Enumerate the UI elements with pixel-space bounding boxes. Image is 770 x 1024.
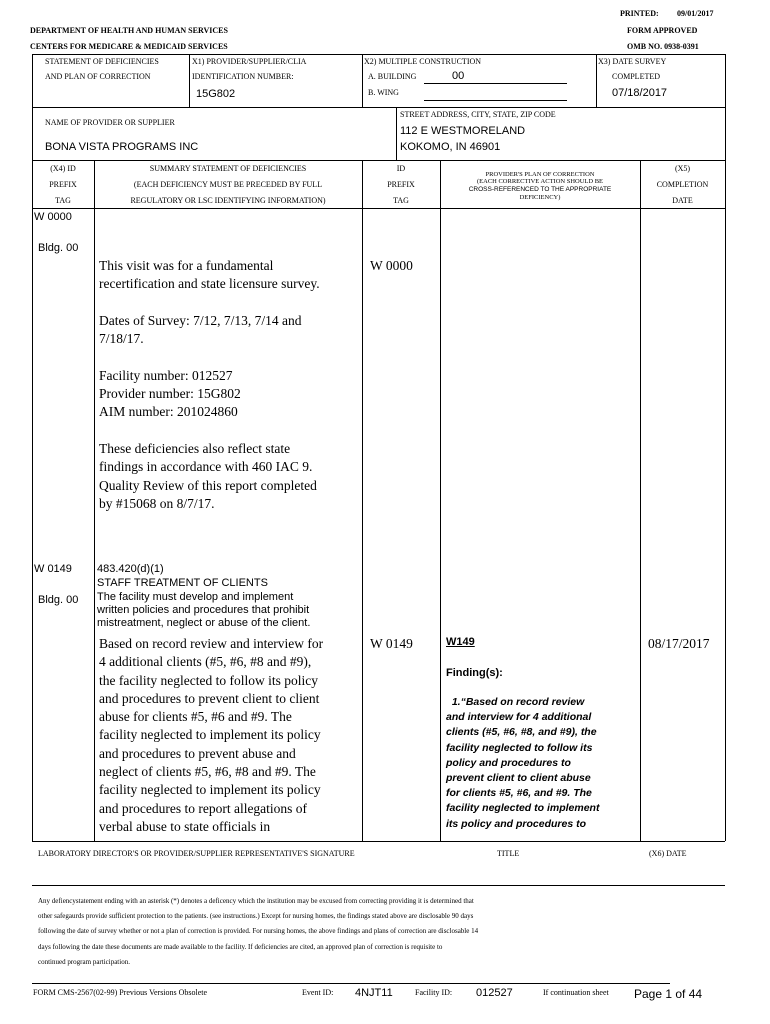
w0149-tag: W 0149 <box>34 563 72 575</box>
w0149-bldg: Bldg. 00 <box>38 594 79 606</box>
w0149-rule <box>97 591 310 629</box>
poc-line: facility neglected to implement <box>446 802 600 815</box>
w0149-id: W 0149 <box>370 636 413 651</box>
poc-sub1: (EACH CORRECTIVE ACTION SHOULD BE <box>476 178 604 185</box>
summary-line: Facility number: 012527 <box>99 367 233 383</box>
completion-label: COMPLETION <box>656 180 709 189</box>
multiple-construction-label: X2) MULTIPLE CONSTRUCTION <box>364 57 482 66</box>
summary-line: Provider number: 15G802 <box>99 386 241 402</box>
summary-line <box>99 294 320 312</box>
poc-text <box>446 695 599 832</box>
rule-line: The facility must develop and implement <box>97 591 294 603</box>
summary-line: This visit was for a fundamental <box>99 258 274 273</box>
provider-number-value: 15G802 <box>196 88 236 100</box>
poc-line: policy and procedures to <box>446 756 571 769</box>
disclaimer-line: Any defiencystatement ending with an asterisk (*) denotes a deficency which the institution may be excused from correcting providing it is determined that <box>38 897 474 905</box>
address-label: STREET ADDRESS, CITY, STATE, ZIP CODE <box>400 110 556 119</box>
summary-line: facility neglected to implement its policy <box>99 782 321 798</box>
summary-line <box>99 348 320 366</box>
poc-title: PROVIDER'S PLAN OF CORRECTION <box>485 171 595 178</box>
disclaimer-line: other safegaurds provide sufficient protection to the patients. (see instructions.) Except for nursing homes, the findings stated above are disclosable 90 days <box>38 912 474 921</box>
summary-line: 4 additional clients (#5, #6, #8 and #9), <box>99 654 312 670</box>
poc-line: 1.“Based on record review <box>446 696 585 708</box>
poc-line: for clients #5, #6, and #9. The <box>446 787 592 800</box>
disclaimer-line: following the date of survey whether or not a plan of correction is provided. For nursing homes, the above findings and plans of correction are disclosable 14 <box>38 927 479 936</box>
statement-label: STATEMENT OF DEFICIENCIES <box>45 57 159 66</box>
department-name: DEPARTMENT OF HEALTH AND HUMAN SERVICES <box>30 26 228 35</box>
facility-id-label: Facility ID: <box>415 988 453 997</box>
printed-date: 09/01/2017 <box>677 9 714 18</box>
summary-line: abuse for clients #5, #6 and #9. The <box>99 709 292 725</box>
x5-label: (X5) <box>674 164 691 173</box>
w0149-title: STAFF TREATMENT OF CLIENTS <box>97 577 268 589</box>
summary-line: Quality Review of this report completed <box>99 477 317 493</box>
summary-line: recertification and state licensure survey. <box>99 276 320 292</box>
plan-label: AND PLAN OF CORRECTION <box>45 72 151 81</box>
completion-date: 08/17/2017 <box>648 636 710 651</box>
summary-line: Dates of Survey: 7/12, 7/13, 7/14 and <box>99 312 302 328</box>
provider-name-value: BONA VISTA PROGRAMS INC <box>45 141 199 153</box>
x6-date-label: (X6) DATE <box>649 849 687 858</box>
poc-line: prevent client to client abuse <box>446 772 591 785</box>
summary-line <box>99 422 320 440</box>
date-survey-label: X3) DATE SURVEY <box>598 57 667 66</box>
w0000-bldg: Bldg. 00 <box>38 242 79 254</box>
completed-label: COMPLETED <box>612 72 660 81</box>
building-label: A. BUILDING <box>368 72 417 81</box>
summary-line: AIM number: 201024860 <box>99 404 238 420</box>
survey-date-value: 07/18/2017 <box>612 87 668 99</box>
summary-line: and procedures to prevent client to client <box>99 690 320 706</box>
date-label: DATE <box>672 196 693 205</box>
summary-sub2: REGULATORY OR LSC IDENTIFYING INFORMATION) <box>130 196 326 205</box>
rule-line: written policies and procedures that prohibit <box>97 603 310 616</box>
poc-line: clients (#5, #6, #8, and #9), the <box>446 726 597 739</box>
facility-id-value: 012527 <box>476 987 513 999</box>
summary-line: and procedures to prevent abuse and <box>99 745 296 761</box>
centers-name: CENTERS FOR MEDICARE & MEDICAID SERVICES <box>30 42 228 51</box>
summary-sub1: (EACH DEFICIENCY MUST BE PRECEDED BY FULL <box>133 180 323 189</box>
poc-line: facility neglected to follow its <box>446 741 593 754</box>
summary-line: 7/18/17. <box>99 331 144 347</box>
continuation-label: If continuation sheet <box>543 988 609 997</box>
provider-name-label: NAME OF PROVIDER OR SUPPLIER <box>45 118 175 127</box>
id-label: ID <box>396 164 406 173</box>
summary-line: These deficiencies also reflect state <box>99 440 291 456</box>
disclaimer <box>38 894 478 970</box>
w0149-summary <box>99 635 323 836</box>
summary-line: and procedures to report allegations of <box>99 800 308 816</box>
tag2-label: TAG <box>393 196 409 205</box>
summary-line: by #15068 on 8/7/17. <box>99 495 215 511</box>
x4-id-label: (X4) ID <box>50 164 76 173</box>
printed-label: PRINTED: <box>620 9 659 18</box>
form-number: FORM CMS-2567(02-99) Previous Versions Obsolete <box>33 988 208 997</box>
wing-label: B. WING <box>368 88 399 97</box>
summary-title: SUMMARY STATEMENT OF DEFICIENCIES <box>149 164 307 173</box>
w0000-id: W 0000 <box>370 258 413 273</box>
w0149-regulation: 483.420(d)(1) <box>97 563 164 575</box>
address-line2: KOKOMO, IN 46901 <box>400 141 501 153</box>
prefix-label: PREFIX <box>49 180 77 189</box>
poc-findings: Finding(s): <box>446 667 503 679</box>
summary-line: Based on record review and interview for <box>99 636 324 651</box>
page-number: Page 1 of 44 <box>634 987 703 1001</box>
poc-tag: W149 <box>446 636 475 648</box>
summary-line: verbal abuse to state officials in <box>99 818 271 834</box>
poc-sub2: CROSS-REFERENCED TO THE APPROPRIATE <box>468 186 612 193</box>
rule-line: mistreatment, neglect or abuse of the client. <box>97 616 311 629</box>
summary-line: neglect of clients #5, #6, #8 and #9. The <box>99 764 316 780</box>
title-label: TITLE <box>497 849 520 858</box>
identification-label: IDENTIFICATION NUMBER: <box>192 72 294 81</box>
disclaimer-line: continued program participation. <box>38 957 130 966</box>
w0000-summary <box>99 257 320 513</box>
director-signature-label: LABORATORY DIRECTOR'S OR PROVIDER/SUPPLIER REPRESENTATIVE'S SIGNATURE <box>38 849 355 858</box>
form-approved: FORM APPROVED <box>627 26 698 35</box>
tag-label: TAG <box>55 196 71 205</box>
omb-number: OMB NO. 0938-0391 <box>627 42 699 51</box>
address-line1: 112 E WESTMORELAND <box>400 125 526 137</box>
w0000-tag: W 0000 <box>34 211 72 223</box>
event-id-label: Event ID: <box>302 988 334 997</box>
poc-line: its policy and procedures to <box>446 817 587 830</box>
disclaimer-line: days following the date these documents are made available to the facility. If deficiencies are cited, an approved plan of correction is requisite to <box>38 942 443 951</box>
poc-sub3: DEFICIENCY) <box>519 194 561 201</box>
poc-line: and interview for 4 additional <box>446 711 592 724</box>
summary-line: facility neglected to implement its policy <box>99 727 321 743</box>
prefix2-label: PREFIX <box>387 180 415 189</box>
building-value: 00 <box>452 70 465 82</box>
event-id-value: 4NJT11 <box>355 987 393 999</box>
summary-line: findings in accordance with 460 IAC 9. <box>99 459 313 475</box>
summary-line: the facility neglected to follow its policy <box>99 672 318 688</box>
clia-label: X1) PROVIDER/SUPPLIER/CLIA <box>192 57 307 66</box>
